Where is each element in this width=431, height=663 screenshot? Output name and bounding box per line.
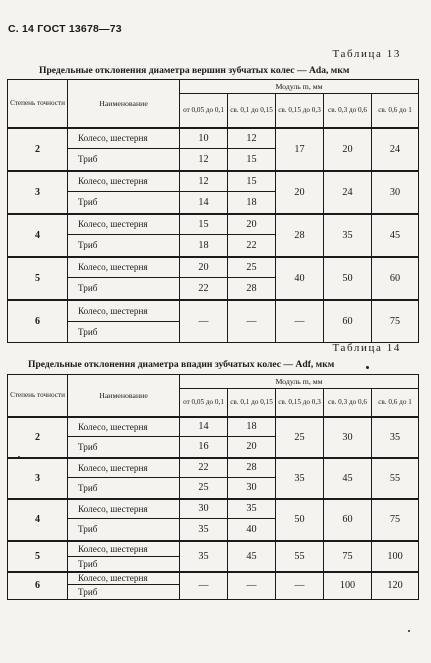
- value-cell: 75: [372, 499, 419, 541]
- value-cell: —: [228, 300, 276, 343]
- module-col-1: от 0,05 до 0,1: [180, 94, 228, 128]
- value-cell: 75: [324, 541, 372, 572]
- value-cell: 50: [276, 499, 324, 541]
- row-name: Триб: [68, 192, 180, 214]
- row-name: Колесо, шестерня: [68, 458, 180, 478]
- value-cell: 18: [228, 417, 276, 437]
- value-cell: 15: [228, 149, 276, 171]
- value-cell: 14: [180, 417, 228, 437]
- value-cell: 24: [372, 128, 419, 171]
- value-cell: 35: [324, 214, 372, 257]
- value-cell: 10: [180, 128, 228, 149]
- value-cell: 14: [180, 192, 228, 214]
- row-name: Триб: [68, 519, 180, 541]
- row-name: Колесо, шестерня: [68, 572, 180, 585]
- value-cell: 25: [276, 417, 324, 458]
- value-cell: —: [276, 572, 324, 600]
- value-cell: —: [180, 300, 228, 343]
- module-col-5: св. 0,6 до 1: [372, 389, 419, 417]
- value-cell: 12: [228, 128, 276, 149]
- value-cell: 17: [276, 128, 324, 171]
- value-cell: 15: [180, 214, 228, 235]
- value-cell: 30: [372, 171, 419, 214]
- value-cell: 55: [372, 458, 419, 499]
- value-cell: 35: [180, 519, 228, 541]
- value-cell: 25: [180, 478, 228, 499]
- value-cell: 100: [324, 572, 372, 600]
- value-cell: 50: [324, 257, 372, 300]
- row-name: Триб: [68, 149, 180, 171]
- value-cell: —: [228, 572, 276, 600]
- grade-cell: 2: [8, 417, 68, 458]
- value-cell: 35: [228, 499, 276, 519]
- row-name: Триб: [68, 585, 180, 600]
- value-cell: 35: [372, 417, 419, 458]
- value-cell: 35: [180, 541, 228, 572]
- value-cell: 45: [324, 458, 372, 499]
- scan-speck: [366, 366, 369, 369]
- value-cell: 45: [372, 214, 419, 257]
- value-cell: 120: [372, 572, 419, 600]
- value-cell: 60: [372, 257, 419, 300]
- value-cell: 55: [276, 541, 324, 572]
- grade-cell: 6: [8, 300, 68, 343]
- table-13-caption: Предельные отклонения диаметра вершин зубчатых колес — Ada, мкм: [39, 65, 350, 76]
- row-name: Триб: [68, 437, 180, 458]
- value-cell: 22: [228, 235, 276, 257]
- col-grade-header: Степень точности: [8, 80, 68, 128]
- col-name-header: Наименование: [68, 375, 180, 417]
- module-header: Модуль m, мм: [180, 375, 419, 389]
- value-cell: 60: [324, 499, 372, 541]
- module-col-2: св. 0,1 до 0,15: [228, 389, 276, 417]
- scan-speck: [18, 456, 20, 458]
- value-cell: 22: [180, 458, 228, 478]
- col-name-header: Наименование: [68, 80, 180, 128]
- value-cell: 30: [180, 499, 228, 519]
- module-col-3: св. 0,15 до 0,3: [276, 94, 324, 128]
- row-name: Колесо, шестерня: [68, 541, 180, 557]
- value-cell: 40: [228, 519, 276, 541]
- value-cell: 28: [228, 278, 276, 300]
- value-cell: 20: [228, 437, 276, 458]
- grade-cell: 4: [8, 499, 68, 541]
- module-col-3: св. 0,15 до 0,3: [276, 389, 324, 417]
- grade-cell: 5: [8, 257, 68, 300]
- value-cell: 20: [324, 128, 372, 171]
- grade-cell: 3: [8, 171, 68, 214]
- row-name: Колесо, шестерня: [68, 257, 180, 278]
- row-name: Колесо, шестерня: [68, 171, 180, 192]
- value-cell: 40: [276, 257, 324, 300]
- grade-cell: 3: [8, 458, 68, 499]
- row-name: Колесо, шестерня: [68, 300, 180, 322]
- value-cell: —: [180, 572, 228, 600]
- value-cell: 12: [180, 149, 228, 171]
- grade-cell: 4: [8, 214, 68, 257]
- row-name: Колесо, шестерня: [68, 417, 180, 437]
- module-header: Модуль m, мм: [180, 80, 419, 94]
- value-cell: 16: [180, 437, 228, 458]
- value-cell: 15: [228, 171, 276, 192]
- value-cell: 24: [324, 171, 372, 214]
- row-name: Триб: [68, 235, 180, 257]
- row-name: Триб: [68, 322, 180, 343]
- table-13: [7, 79, 419, 343]
- value-cell: 30: [324, 417, 372, 458]
- page-header: С. 14 ГОСТ 13678—73: [8, 23, 122, 35]
- row-name: Триб: [68, 478, 180, 499]
- value-cell: 28: [276, 214, 324, 257]
- col-grade-header: Степень точности: [8, 375, 68, 417]
- value-cell: 28: [228, 458, 276, 478]
- scan-speck: [408, 630, 410, 632]
- module-col-4: св. 0,3 до 0,6: [324, 389, 372, 417]
- table-14-caption: Предельные отклонения диаметра впадин зубчатых колес — Adf, мкм: [28, 359, 335, 370]
- value-cell: —: [276, 300, 324, 343]
- value-cell: 35: [276, 458, 324, 499]
- grade-cell: 2: [8, 128, 68, 171]
- value-cell: 75: [372, 300, 419, 343]
- table-14-label: Таблица 14: [332, 342, 401, 354]
- row-name: Триб: [68, 557, 180, 572]
- value-cell: 45: [228, 541, 276, 572]
- value-cell: 12: [180, 171, 228, 192]
- module-col-4: св. 0,3 до 0,6: [324, 94, 372, 128]
- row-name: Колесо, шестерня: [68, 499, 180, 519]
- value-cell: 60: [324, 300, 372, 343]
- grade-cell: 5: [8, 541, 68, 572]
- module-col-2: св. 0,1 до 0,15: [228, 94, 276, 128]
- value-cell: 30: [228, 478, 276, 499]
- table-13-label: Таблица 13: [332, 48, 401, 60]
- value-cell: 20: [180, 257, 228, 278]
- value-cell: 25: [228, 257, 276, 278]
- row-name: Колесо, шестерня: [68, 128, 180, 149]
- value-cell: 22: [180, 278, 228, 300]
- value-cell: 20: [276, 171, 324, 214]
- row-name: Триб: [68, 278, 180, 300]
- module-col-1: от 0,05 до 0,1: [180, 389, 228, 417]
- value-cell: 18: [228, 192, 276, 214]
- value-cell: 20: [228, 214, 276, 235]
- module-col-5: св. 0,6 до 1: [372, 94, 419, 128]
- table-14: [7, 374, 419, 600]
- value-cell: 18: [180, 235, 228, 257]
- row-name: Колесо, шестерня: [68, 214, 180, 235]
- grade-cell: 6: [8, 572, 68, 600]
- value-cell: 100: [372, 541, 419, 572]
